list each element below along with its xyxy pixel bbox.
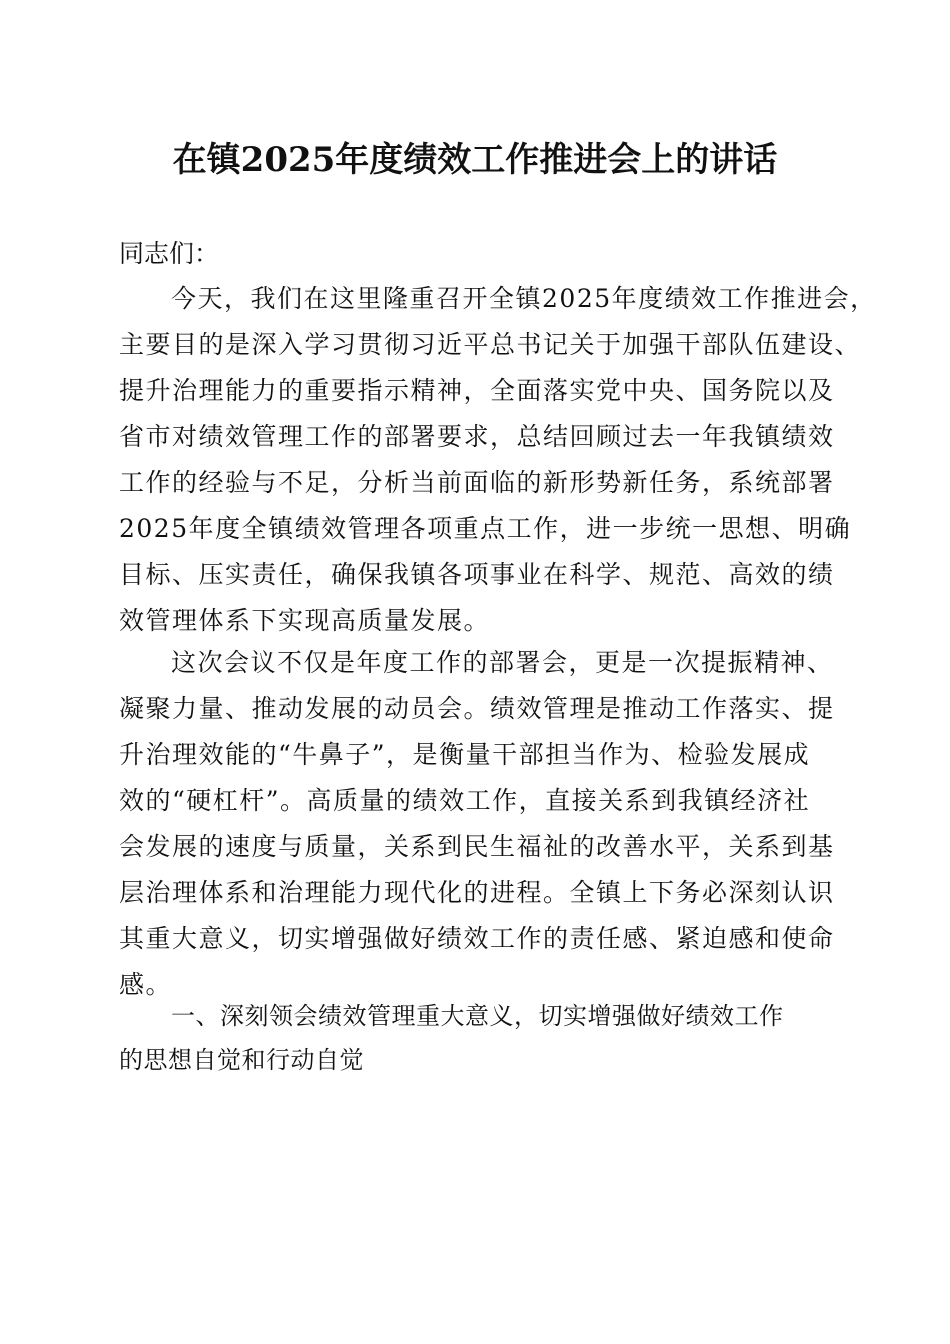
paragraph-2-line: 效的“硬杠杆”。高质量的绩效工作，直接关系到我镇经济社 <box>119 786 811 815</box>
paragraph-1-line: 工作的经验与不足，分析当前面临的新形势新任务，系统部署 <box>119 468 835 497</box>
section-heading-line: 的思想自觉和行动自觉 <box>119 1046 364 1074</box>
paragraph-2-line: 升治理效能的“牛鼻子”，是衡量干部担当作为、检验发展成 <box>119 740 811 769</box>
document-title: 在镇2025年度绩效工作推进会上的讲话 <box>172 140 778 180</box>
paragraph-2-line: 层治理体系和治理能力现代化的进程。全镇上下务必深刻认识 <box>119 878 835 907</box>
paragraph-2 <box>119 640 835 1008</box>
paragraph-2-line: 感。 <box>119 970 173 999</box>
paragraph-1-line: 目标、压实责任，确保我镇各项事业在科学、规范、高效的绩 <box>119 560 835 589</box>
paragraph-2-line: 其重大意义，切实增强做好绩效工作的责任感、紧迫感和使命 <box>119 924 835 953</box>
section-heading-line: 一、深刻领会绩效管理重大意义，切实增强做好绩效工作 <box>171 1002 784 1030</box>
paragraph-1-line: 省市对绩效管理工作的部署要求，总结回顾过去一年我镇绩效 <box>119 422 835 451</box>
section-heading-1 <box>119 994 831 1082</box>
salutation: 同志们： <box>119 239 220 268</box>
paragraph-1-line: 效管理体系下实现高质量发展。 <box>119 606 491 635</box>
paragraph-1-line: 提升治理能力的重要指示精神，全面落实党中央、国务院以及 <box>119 376 835 405</box>
paragraph-1-line: 今天，我们在这里隆重召开全镇2025年度绩效工作推进会， <box>171 284 877 313</box>
paragraph-1 <box>119 276 877 644</box>
paragraph-2-line: 这次会议不仅是年度工作的部署会，更是一次提振精神、 <box>171 648 834 677</box>
paragraph-1-line: 2025年度全镇绩效管理各项重点工作，进一步统一思想、明确 <box>119 514 852 543</box>
paragraph-2-line: 会发展的速度与质量，关系到民生福祉的改善水平，关系到基 <box>119 832 835 861</box>
paragraph-1-line: 主要目的是深入学习贯彻习近平总书记关于加强干部队伍建设、 <box>119 330 862 359</box>
paragraph-2-line: 凝聚力量、推动发展的动员会。绩效管理是推动工作落实、提 <box>119 694 835 723</box>
